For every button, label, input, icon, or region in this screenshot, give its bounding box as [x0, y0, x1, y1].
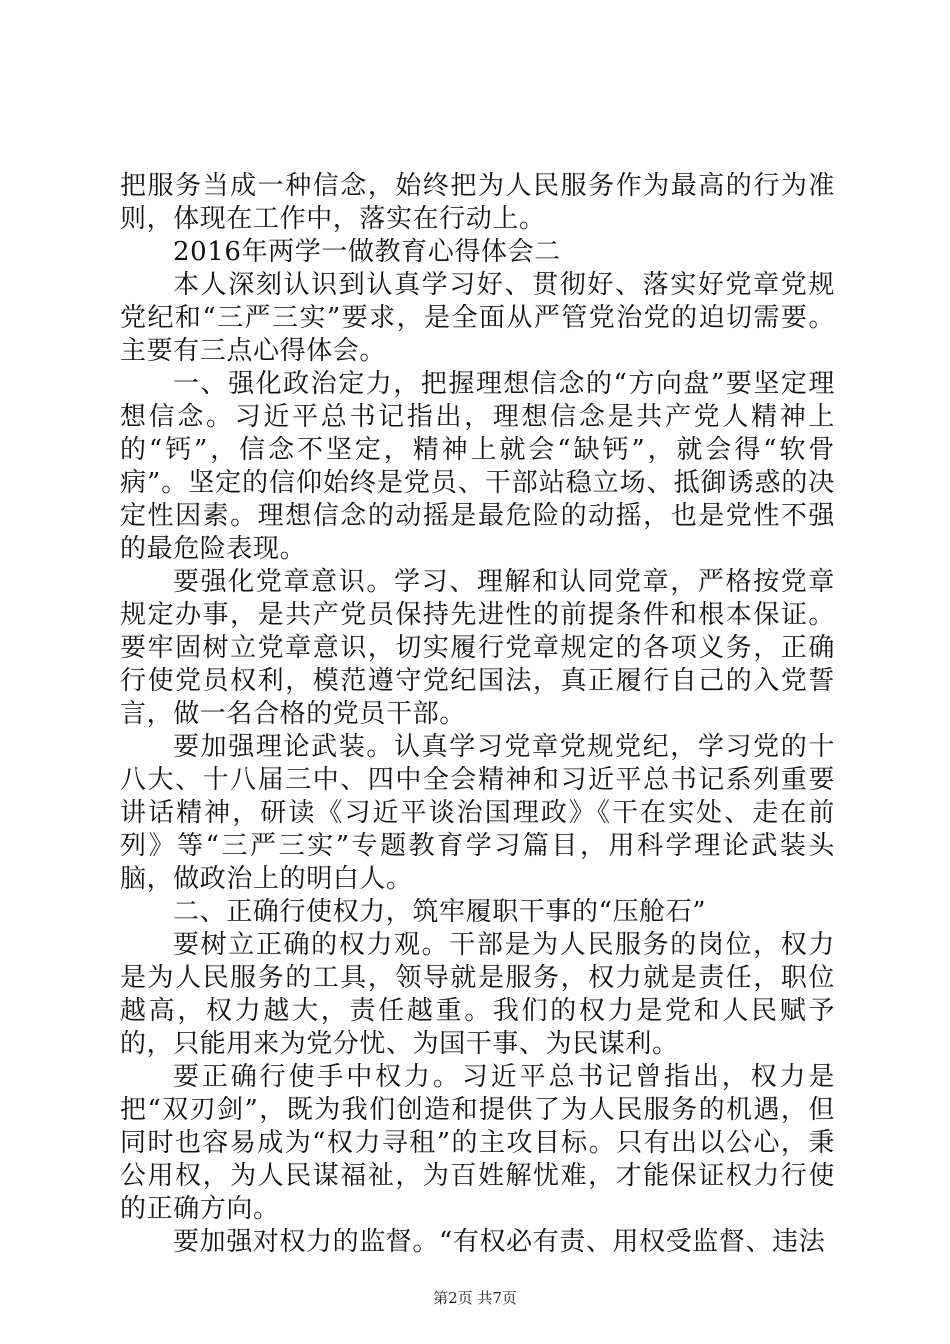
- paragraph-theory: 要加强理论武装。认真学习党章党规党纪，学习党的十八大、十八届三中、四中全会精神和习近平总书记系列重要讲话精神，研读《习近平谈治国理政》《干在实处、走在前列》等“三严三实”专题教育学习篇目，用科学理论武装头脑，做政治上的明白人。: [120, 732, 835, 894]
- section-heading: 2016年两学一做教育心得体会二: [173, 237, 561, 267]
- page-number-footer: 第2页 共7页: [433, 1289, 517, 1307]
- paragraph-party-constitution: 要强化党章意识。学习、理解和认同党章，严格按党章规定办事，是共产党员保持先进性的前提条件和根本保证。要牢固树立党章意识，切实履行党章规定的各项义务，正确行使党员权利，模范遵守党纪国法，真正履行自己的入党誓言，做一名合格的党员干部。: [120, 567, 835, 729]
- paragraph-power-view: 要树立正确的权力观。干部是为人民服务的岗位，权力是为人民服务的工具，领导就是服务，权力就是责任，职位越高，权力越大，责任越重。我们的权力是党和人民赋予的，只能用来为党分忧、为国干事、为民谋利。: [120, 930, 835, 1059]
- paragraph-intro: 本人深刻认识到认真学习好、贯彻好、落实好党章党规党纪和“三严三实”要求，是全面从严管党治党的迫切需要。主要有三点心得体会。: [120, 270, 835, 366]
- paragraph-continuation: 把服务当成一种信念，始终把为人民服务作为最高的行为准则，体现在工作中，落实在行动上。: [120, 171, 835, 234]
- paragraph-supervision: 要加强对权力的监督。“有权必有责、用权受监督、违法: [173, 1227, 826, 1257]
- document-body: [120, 170, 835, 1259]
- paragraph-point-two-heading: 二、正确行使权力，筑牢履职干事的“压舱石”: [173, 897, 707, 927]
- paragraph-point-one: 一、强化政治定力，把握理想信念的“方向盘”要坚定理想信念。习近平总书记指出，理想信念是共产党人精神上的“钙”，信念不坚定，精神上就会“缺钙”，就会得“软骨病”。坚定的信仰始终是党员、干部站稳立场、抵御诱惑的决定性因素。理想信念的动摇是最危险的动摇，也是党性不强的最危险表现。: [120, 369, 835, 564]
- paragraph-use-power: 要正确行使手中权力。习近平总书记曾指出，权力是把“双刃剑”，既为我们创造和提供了为人民服务的机遇，但同时也容易成为“权力寻租”的主攻目标。只有出以公心，秉公用权，为人民谋福祉，为百姓解忧难，才能保证权力行使的正确方向。: [120, 1062, 835, 1224]
